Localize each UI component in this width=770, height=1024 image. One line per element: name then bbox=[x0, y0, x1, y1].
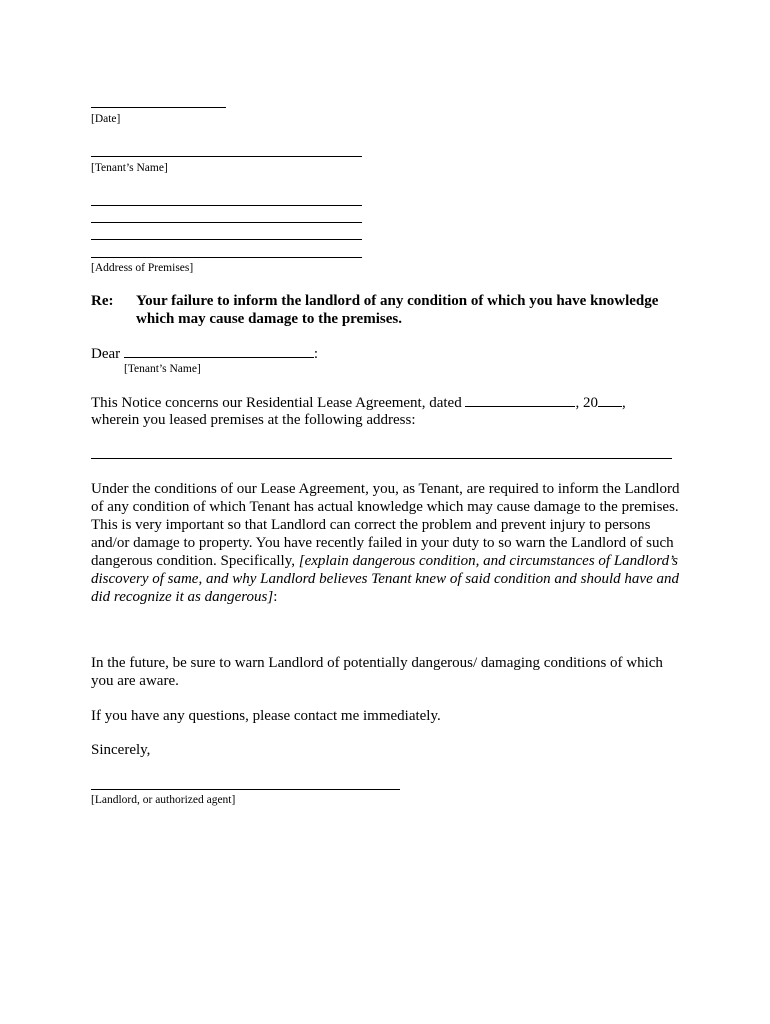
signature-line bbox=[91, 789, 400, 790]
signature-label: [Landlord, or authorized agent] bbox=[91, 794, 236, 806]
notice-comma: , bbox=[621, 395, 626, 411]
tenant-name-line bbox=[91, 156, 362, 157]
premises-address-line bbox=[91, 458, 672, 459]
date-label: [Date] bbox=[91, 113, 121, 125]
conditions-text: Under the conditions of our Lease Agreement, you, as Tenant, are required to inform the Landlord of any condition of which Tenant has actual knowledge which may cause damage to the premises. This is very important so that Landlord can correct the problem and prevent injury to persons and/or damage to property. You have recently failed in your duty to so warn the Landlord of such dangerous condition. Specifically, bbox=[91, 481, 680, 569]
notice-line2: wherein you leased premises at the following address: bbox=[91, 412, 416, 428]
address-label: [Address of Premises] bbox=[91, 262, 194, 274]
year-blank bbox=[598, 393, 622, 407]
date-line bbox=[91, 107, 226, 108]
dear-text: Dear bbox=[91, 346, 121, 362]
salutation-blank bbox=[124, 344, 314, 358]
notice-year-prefix: , 20 bbox=[575, 395, 598, 411]
salutation-colon: : bbox=[313, 346, 319, 362]
re-subject-line2: which may cause damage to the premises. bbox=[136, 311, 402, 327]
notice-text: This Notice concerns our Residential Lease Agreement, dated bbox=[91, 395, 462, 411]
address-line bbox=[91, 257, 362, 258]
address-line bbox=[91, 222, 362, 223]
salutation bbox=[91, 344, 318, 363]
re-label: Re: bbox=[91, 293, 114, 309]
salutation-tenant-label: [Tenant’s Name] bbox=[124, 363, 201, 375]
address-line bbox=[91, 239, 362, 240]
questions-paragraph: If you have any questions, please contact me immediately. bbox=[91, 708, 441, 724]
conditions-paragraph bbox=[91, 480, 683, 606]
address-line bbox=[91, 205, 362, 206]
future-paragraph: In the future, be sure to warn Landlord of potentially dangerous/ damaging conditions of which you are aware. bbox=[91, 655, 663, 689]
notice-line1 bbox=[91, 393, 626, 412]
conditions-instructions: [explain dangerous condition, and circumstances of Landlord’s discovery of same, and why Landlord believes Tenant knew of said condition and should have and did recognize it as dangerous] bbox=[91, 553, 679, 605]
re-subject-line1: Your failure to inform the landlord of any condition of which you have knowledge bbox=[136, 293, 659, 309]
tenant-name-label: [Tenant’s Name] bbox=[91, 162, 168, 174]
date-blank bbox=[465, 393, 575, 407]
closing: Sincerely, bbox=[91, 742, 151, 758]
conditions-colon: : bbox=[273, 589, 278, 605]
